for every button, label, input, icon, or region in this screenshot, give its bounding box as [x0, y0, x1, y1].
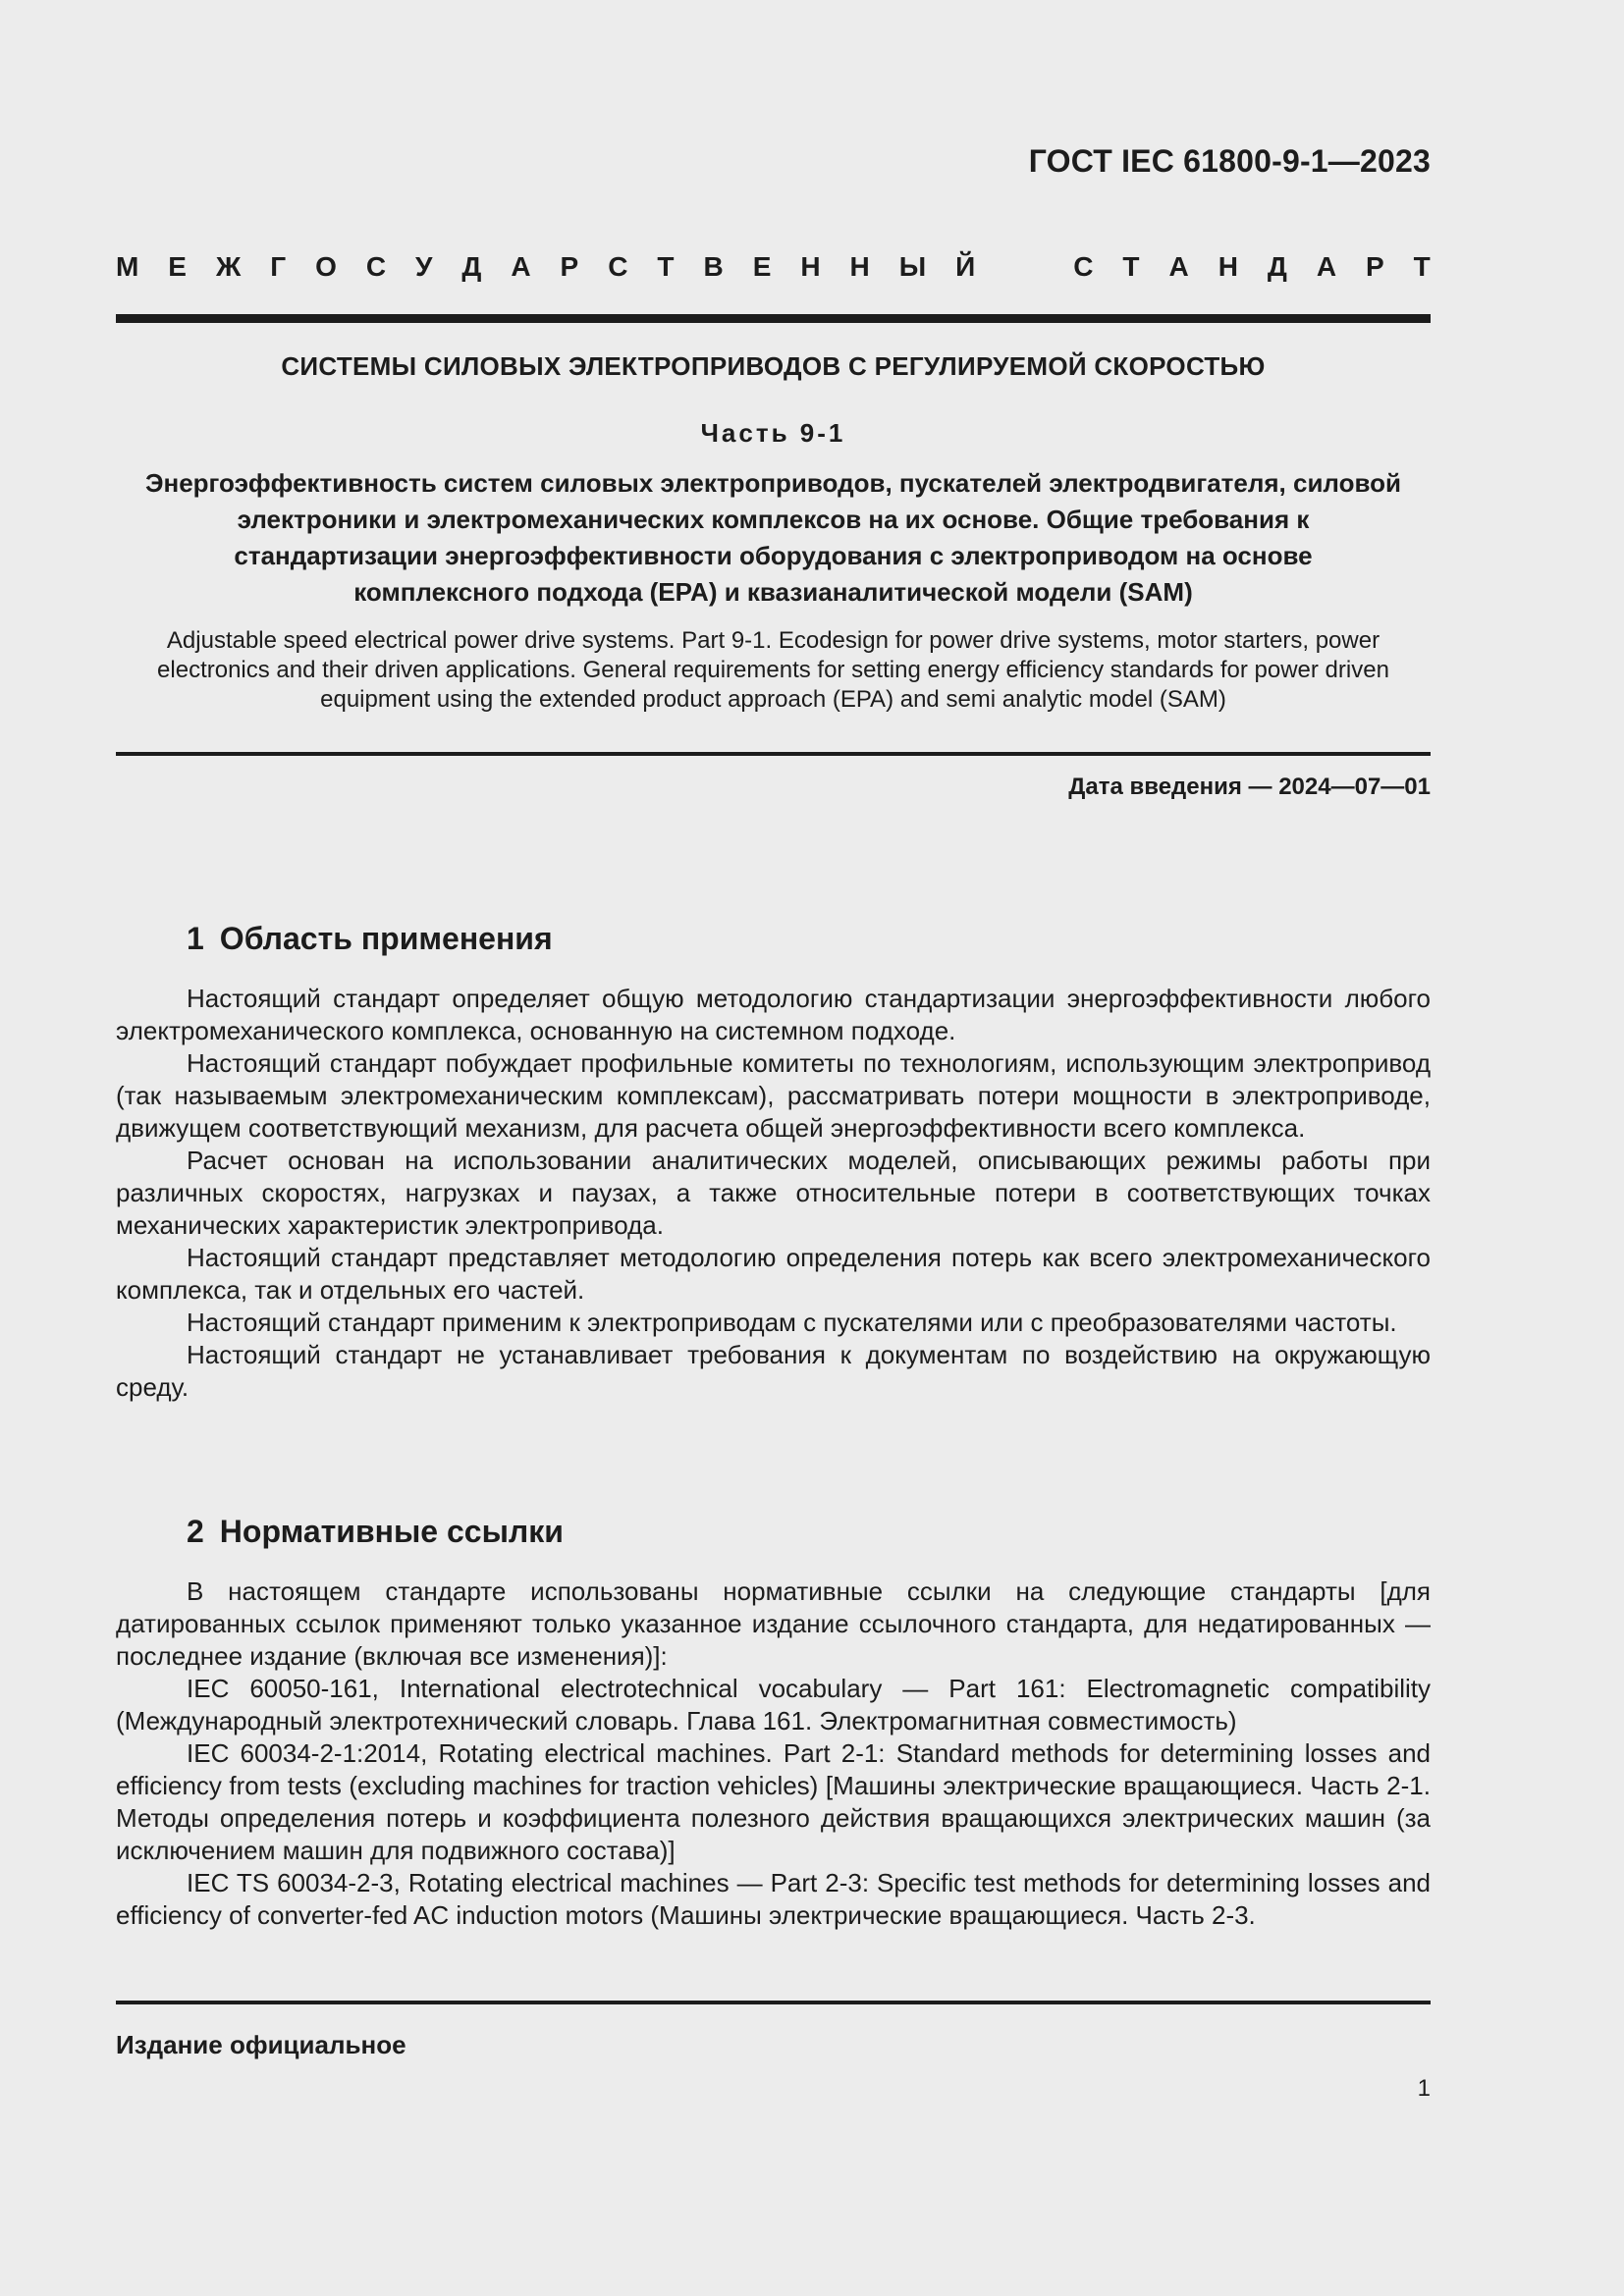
banner-letter: Р — [1366, 251, 1384, 282]
banner-letter: Д — [1267, 251, 1287, 282]
banner-letter: У — [415, 251, 433, 282]
banner-letter: С — [608, 251, 628, 282]
paragraph: Настоящий стандарт представляет методологию определения потерь как всего электромеханического комплекса, так и отдельных его частей. — [116, 1243, 1431, 1305]
banner-letter: Д — [461, 251, 482, 282]
paragraph: Настоящий стандарт не устанавливает требования к документам по воздействию на окружающую среду. — [116, 1340, 1431, 1402]
banner-letter: В — [703, 251, 724, 282]
section-heading — [187, 921, 553, 957]
footer-divider — [116, 2001, 1431, 2004]
subtitle-russian: Энергоэффективность систем силовых электроприводов, пускателей электродвигателя, силовой электроники и электромеханических комплексов на их основе. Общие требования к стандартизации энергоэффективности оборудования с электроприводом на основе комплексного подхода (EPA) и квазианалитической модели (SAM) — [145, 468, 1401, 607]
paragraph: Настоящий стандарт определяет общую методологию стандартизации энергоэффективности любого электромеханического комплекса, основанную на системном подходе. — [116, 984, 1431, 1045]
page-number: 1 — [1417, 2075, 1431, 2102]
banner-letter: Ж — [215, 251, 242, 282]
paragraph: Настоящий стандарт побуждает профильные комитеты по технологиям, использующим электропривод (так называемым электромеханическим комплексам), рассматривать потери мощности в электроприводе, движущем соответствующий механизм, для расчета общей энергоэффективности всего комплекса. — [116, 1048, 1431, 1143]
banner-letter: А — [1168, 251, 1189, 282]
banner-letter: Н — [849, 251, 870, 282]
paragraph: В настоящем стандарте использованы нормативные ссылки на следующие стандарты [для датированных ссылок применяют только указанное издание ссылочного стандарта, для недатированных — последнее издание (включая все изменения)]: — [116, 1576, 1431, 1671]
paragraph: Расчет основан на использовании аналитических моделей, описывающих режимы работы при различных скоростях, нагрузках и паузах, а также относительные потери в соответствующих точках механических характеристик электропривода. — [116, 1146, 1431, 1240]
section-number: 2 — [187, 1514, 204, 1549]
banner-letter: Т — [1413, 251, 1431, 282]
section-heading — [187, 1514, 564, 1550]
banner-letter: Т — [1122, 251, 1140, 282]
banner-letter: М — [116, 251, 139, 282]
title-divider — [116, 752, 1431, 756]
section-title: Область применения — [219, 921, 553, 956]
section-title: Нормативные ссылки — [219, 1514, 564, 1549]
banner-letter: С — [365, 251, 387, 282]
paragraph: IEC 60050-161, International electrotechnical vocabulary — Part 161: Electromagnetic compatibility (Международный электротехнический словарь. Глава 161. Электромагнитная совместимость) — [116, 1674, 1431, 1735]
banner-letter: Ы — [898, 251, 927, 282]
banner-letter: Й — [955, 251, 976, 282]
section-body-scope — [116, 983, 1431, 1404]
banner-word-gap — [1004, 251, 1044, 283]
paragraph: IEC 60034-2-1:2014, Rotating electrical machines. Part 2-1: Standard methods for determining losses and efficiency from tests (excluding machines for traction vehicles) [Машины электрические вращающиеся. Часть 2-1. Методы определения потерь и коэффициента полезного действия вращающихся электрических машин (за исключением машин для подвижного состава)] — [116, 1738, 1431, 1865]
standard-type-banner — [116, 251, 1431, 283]
banner-letter: А — [511, 251, 531, 282]
section-number: 1 — [187, 921, 204, 956]
part-label: Часть 9-1 — [700, 418, 846, 448]
introduction-date: Дата введения — 2024—07—01 — [1068, 774, 1431, 800]
banner-letter: Р — [560, 251, 579, 282]
banner-letter: О — [315, 251, 337, 282]
banner-letter: С — [1073, 251, 1094, 282]
banner-letter: Е — [752, 251, 772, 282]
subtitle-english: Adjustable speed electrical power drive systems. Part 9-1. Ecodesign for power drive systems, motor starters, power electronics and their driven applications. General requirements for setting energy efficiency standards for power driven equipment using the extended product approach (EPA) and semi analytic model (SAM) — [157, 627, 1389, 713]
paragraph: IEC TS 60034-2-3, Rotating electrical machines — Part 2-3: Specific test methods for determining losses and efficiency of converter-fed AC induction motors (Машины электрические вращающиеся. Часть 2-3. — [116, 1868, 1431, 1930]
document-number: ГОСТ IEC 61800-9-1—2023 — [1028, 143, 1431, 179]
banner-letter: Е — [168, 251, 187, 282]
paragraph: Настоящий стандарт применим к электроприводам с пускателями или с преобразователями частоты. — [187, 1308, 1397, 1337]
banner-letter: Н — [1218, 251, 1238, 282]
banner-letter: А — [1316, 251, 1337, 282]
section-body-references — [116, 1575, 1431, 1932]
banner-letter: Т — [657, 251, 675, 282]
banner-letter: Г — [270, 251, 287, 282]
official-edition-label: Издание официальное — [116, 2030, 406, 2059]
header-divider — [116, 314, 1431, 323]
banner-letter: Н — [800, 251, 821, 282]
standard-title: СИСТЕМЫ СИЛОВЫХ ЭЛЕКТРОПРИВОДОВ С РЕГУЛИРУЕМОЙ СКОРОСТЬЮ — [281, 351, 1266, 381]
